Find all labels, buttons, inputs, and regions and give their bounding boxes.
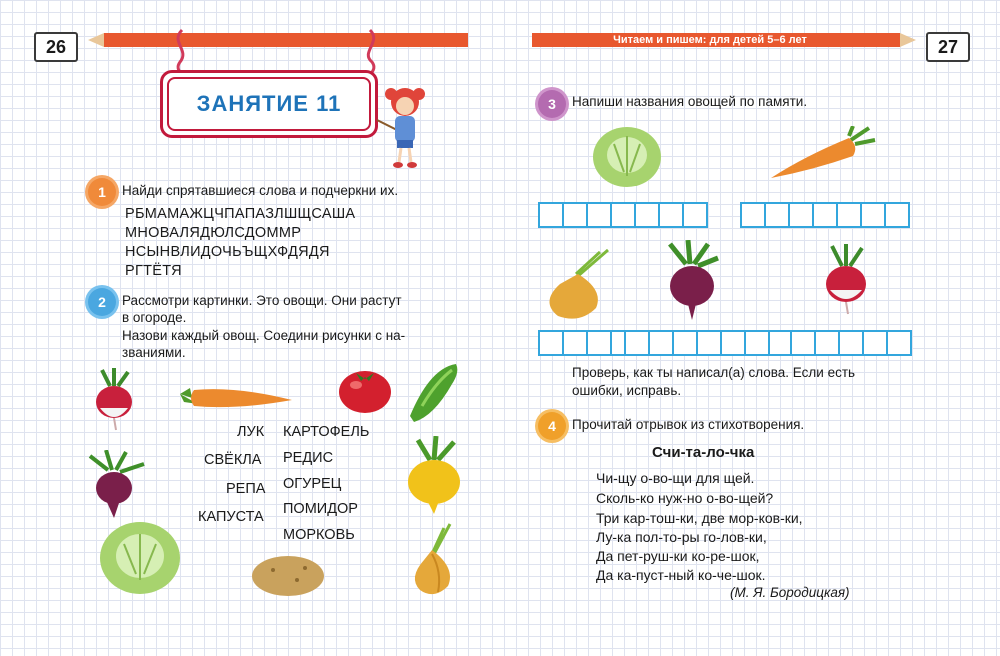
check-line-2: ошибки, исправь. <box>572 383 682 398</box>
task-3-badge: 3 <box>538 90 566 118</box>
task-2-line-1: Рассмотри картинки. Это овощи. Они растут <box>122 293 402 308</box>
word-repa: РЕПА <box>226 481 266 497</box>
lesson-title: ЗАНЯТИЕ 11 <box>167 77 371 131</box>
cabbage-icon <box>590 120 664 190</box>
poem-author: (М. Я. Бородицкая) <box>730 585 850 600</box>
answer-boxes-2[interactable] <box>740 202 910 228</box>
turnip-icon <box>402 436 466 516</box>
radish-icon <box>88 368 140 432</box>
word-kartofel: КАРТОФЕЛЬ <box>283 424 370 440</box>
carrot-icon <box>176 380 294 416</box>
task-2-line-2: в огороде. <box>122 310 187 325</box>
puzzle-line-3: НСЫНВЛИДОЧЬЪЩХФДЯДЯ <box>125 244 330 260</box>
task-2-line-3: Назови каждый овощ. Соедини рисунки с на- <box>122 328 406 343</box>
poem-line-5: Да пет-руш-ки ко-ре-шок, <box>596 548 760 564</box>
onion-icon <box>538 246 616 322</box>
girl-with-pointer-icon <box>375 80 435 172</box>
page-number-left: 26 <box>34 32 78 62</box>
word-morkov: МОРКОВЬ <box>283 527 355 543</box>
lesson-title-frame <box>160 70 378 138</box>
puzzle-line-2: МНОВАЛЯДЮЛСДОММР <box>125 225 302 241</box>
radish-icon <box>818 244 874 316</box>
book-header: Читаем и пишем: для детей 5–6 лет <box>613 34 807 46</box>
poem-line-4: Лу-ка пол-то-ры го-лов-ки, <box>596 529 767 545</box>
task-3-instruction: Напиши названия овощей по памяти. <box>572 94 808 109</box>
pencil-tip-right-icon <box>900 33 916 47</box>
onion-icon <box>402 520 462 600</box>
task-1-badge: 1 <box>88 178 116 206</box>
puzzle-line-4: РГТЁТЯ <box>125 263 182 279</box>
answer-boxes-5[interactable] <box>790 330 912 356</box>
tomato-icon <box>336 365 394 415</box>
word-pomidor: ПОМИДОР <box>283 501 358 517</box>
potato-icon <box>249 552 327 600</box>
task-4-instruction: Прочитай отрывок из стихотворения. <box>572 417 805 432</box>
answer-boxes-1[interactable] <box>538 202 708 228</box>
answer-boxes-4[interactable] <box>624 330 794 356</box>
poem-title: Счи-та-ло-чка <box>652 444 755 461</box>
task-2-badge: 2 <box>88 288 116 316</box>
poem-line-1: Чи-щу о-во-щи для щей. <box>596 470 755 486</box>
carrot-icon <box>765 126 877 182</box>
poem-line-6: Да ка-пуст-ный ко-че-шок. <box>596 567 766 583</box>
task-2-line-4: званиями. <box>122 345 186 360</box>
poem-line-2: Сколь-ко нуж-но о-во-щей? <box>596 490 774 506</box>
task-4-badge: 4 <box>538 412 566 440</box>
answer-boxes-3[interactable] <box>538 330 636 356</box>
word-svekla: СВЁКЛА <box>204 452 262 468</box>
poem-line-3: Три кар-тош-ки, две мор-ков-ки, <box>596 510 803 526</box>
puzzle-line-1: РБМАМАЖЦЧПАПАЗЛШЩСАША <box>125 206 356 222</box>
check-line-1: Проверь, как ты написал(а) слова. Если есть <box>572 365 856 380</box>
page-number-right: 27 <box>926 32 970 62</box>
cucumber-icon <box>400 358 464 426</box>
task-1-instruction: Найди спрятавшиеся слова и подчеркни их. <box>122 183 399 198</box>
word-kapusta: КАПУСТА <box>198 509 264 525</box>
word-ogurec: ОГУРЕЦ <box>283 476 342 492</box>
word-redis: РЕДИС <box>283 450 334 466</box>
beet-icon <box>84 450 150 520</box>
beet-icon <box>660 240 722 322</box>
cabbage-icon <box>96 514 184 598</box>
word-luk: ЛУК <box>237 424 265 440</box>
pencil-tip-left-icon <box>88 33 104 47</box>
